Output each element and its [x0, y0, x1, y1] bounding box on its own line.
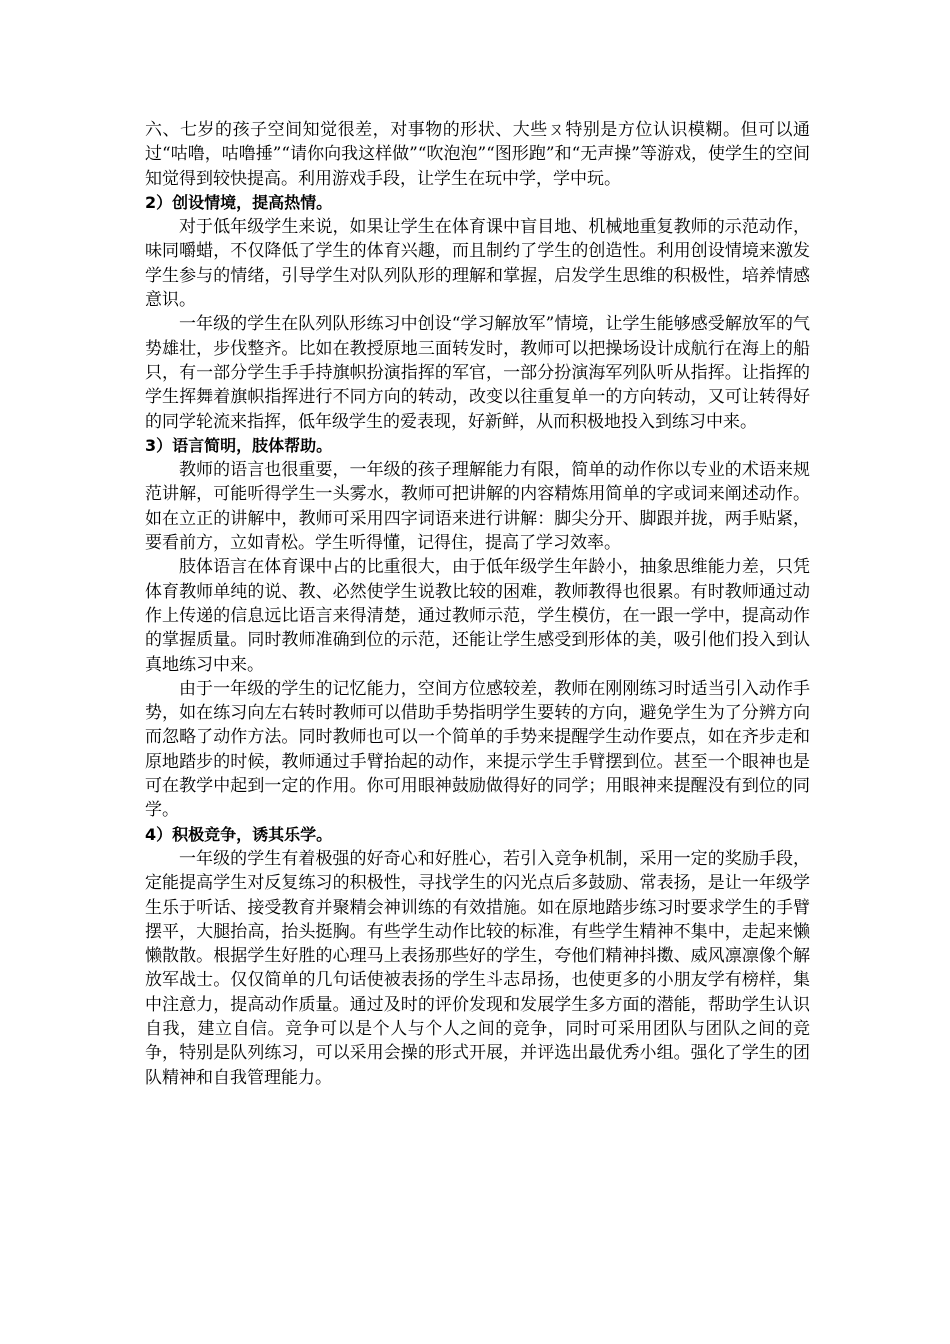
section-3-heading: 3）语言简明，肢体帮助。: [145, 435, 333, 455]
section-2-paragraph-1: 对于低年级学生来说，如果让学生在体育课中盲目地、机械地重复教师的示范动作，味同嚼蜡，不仅降低了学生的体育兴趣，而且制约了学生的创造性。利用创设情境来激发学生参与的情绪，引导学生对队列队形的理解和掌握，启发学生思维的积极性，培养情感意识。: [145, 217, 810, 311]
intro-paragraph: 六、七岁的孩子空间知觉很差，对事物的形状、大些ㄡ特别是方位认识模糊。但可以通过“咕噜，咕噜捶”“请你向我这样做”“吹泡泡”“图形跑”和“无声操”等游戏，使学生的空间知觉得到较快提高。利用游戏手段，让学生在玩中学，学中玩。: [145, 120, 810, 189]
document-page: [145, 118, 810, 1090]
section-3-paragraph-2: 肢体语言在体育课中占的比重很大，由于低年级学生年龄小，抽象思维能力差，只凭体育教师单纯的说、教、必然使学生说教比较的困难，教师教得也很累。有时教师通过动作上传递的信息远比语言来得清楚，通过教师示范，学生模仿，在一跟一学中，提高动作的掌握质量。同时教师准确到位的示范，还能让学生感受到形体的美，吸引他们投入到认真地练习中来。: [145, 557, 810, 675]
section-2-paragraph-2: 一年级的学生在队列队形练习中创设“学习解放军”情境，让学生能够感受解放军的气势雄壮，步伐整齐。比如在教授原地三面转发时，教师可以把操场设计成航行在海上的船只，有一部分学生手手持旗帜扮演指挥的军官，一部分扮演海军列队听从指挥。让指挥的学生挥舞着旗帜指挥进行不同方向的转动，改变以往重复单一的方向转动，又可让转得好的同学轮流来指挥，低年级学生的爱表现，好新鲜，从而积极地投入到练习中来。: [145, 314, 810, 432]
section-3-paragraph-3: 由于一年级的学生的记忆能力，空间方位感较差，教师在刚刚练习时适当引入动作手势，如在练习向左右转时教师可以借助手势指明学生要转的方向，避免学生为了分辨方向而忽略了动作方法。同时教师也可以一个简单的手势来提醒学生动作要点，如在齐步走和原地踏步的时候，教师通过手臂抬起的动作，来提示学生手臂摆到位。甚至一个眼神也是可在教学中起到一定的作用。你可用眼神鼓励做得好的同学；用眼神来提醒没有到位的同学。: [145, 678, 810, 821]
section-3-paragraph-1: 教师的语言也很重要，一年级的孩子理解能力有限，简单的动作你以专业的术语来规范讲解，可能听得学生一头雾水，教师可把讲解的内容精炼用简单的字或词来阐述动作。如在立正的讲解中，教师可采用四字词语来进行讲解：脚尖分开、脚跟并拢，两手贴紧，要看前方，立如青松。学生听得懂，记得住，提高了学习效率。: [145, 460, 810, 554]
section-2-heading: 2）创设情境，提高热情。: [145, 192, 333, 212]
section-4-heading: 4）积极竞争，诱其乐学。: [145, 824, 333, 844]
section-4-paragraph-1: 一年级的学生有着极强的好奇心和好胜心，若引入竞争机制，采用一定的奖励手段，定能提高学生对反复练习的积极性，寻找学生的闪光点后多鼓励、常表扬，是让一年级学生乐于听话、接受教育并聚精会神训练的有效措施。如在原地踏步练习时要求学生的手臂摆平，大腿抬高，抬头挺胸。有些学生动作比较的标准，有些学生精神不集中，走起来懒懒散散。根据学生好胜的心理马上表扬那些好的学生，夸他们精神抖擞、威风凛凛像个解放军战士。仅仅简单的几句话使被表扬的学生斗志昂扬，也使更多的小朋友学有榜样，集中注意力，提高动作质量。通过及时的评价发现和发展学生多方面的潜能，帮助学生认识自我，建立自信。竞争可以是个人与个人之间的竞争，同时可采用团队与团队之间的竞争，特别是队列练习，可以采用会操的形式开展，并评选出最优秀小组。强化了学生的团队精神和自我管理能力。: [145, 848, 810, 1088]
